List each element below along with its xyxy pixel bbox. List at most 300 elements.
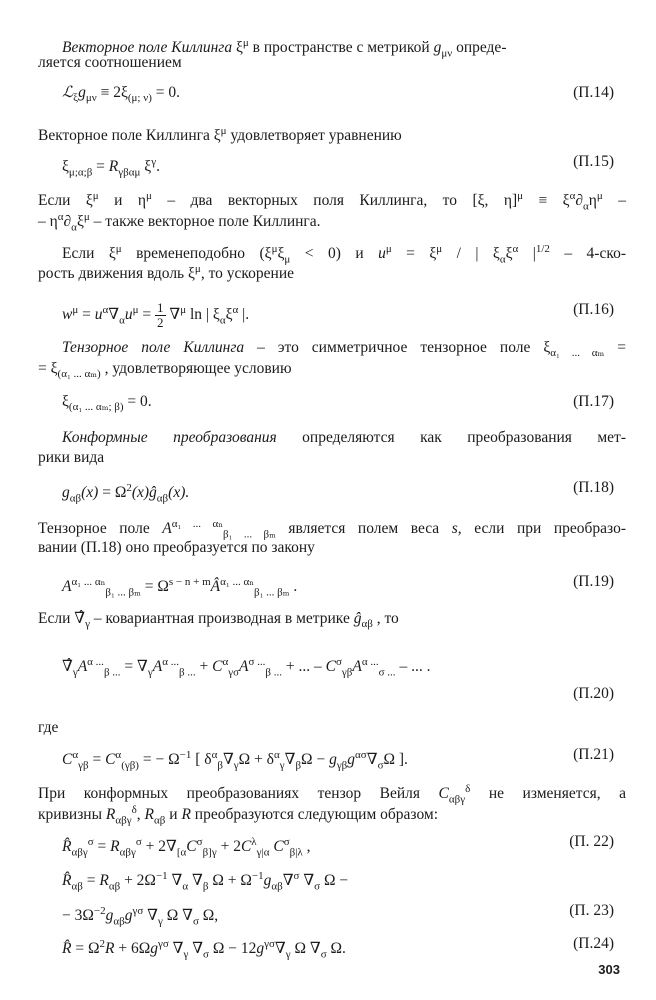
text-run: ∇: [299, 872, 315, 890]
text-run: ∇̂: [62, 658, 73, 676]
text-run: опреде-: [452, 39, 507, 57]
subscript: αβγ: [448, 793, 466, 806]
text-run: − 3Ω: [62, 907, 94, 925]
text-run: удовлетворяет уравнению: [226, 127, 402, 145]
superscript: α: [222, 656, 229, 668]
superscript: δ: [131, 804, 137, 816]
text-line-l4: [38, 121, 626, 146]
text-run: Ω − 12: [208, 940, 257, 958]
text-run: ∇: [366, 751, 378, 769]
text-line-l27: [62, 866, 348, 896]
subscript: ξ: [73, 92, 79, 105]
text-run: C: [438, 785, 449, 803]
text-run: является полем веса: [275, 520, 452, 538]
subscript: β]γ: [202, 846, 217, 859]
text-line-l7: [38, 207, 626, 237]
subscript: αβγ: [115, 814, 132, 827]
text-run: ∇: [284, 751, 296, 769]
text-run: ∇: [188, 940, 204, 958]
text-run: ≡ ξ: [523, 192, 570, 210]
text-run: g: [62, 484, 70, 502]
text-run: A: [352, 658, 362, 676]
subscript: β ...: [178, 666, 196, 679]
text-run: ∇: [222, 751, 234, 769]
text-run: временеподобно (ξ: [121, 245, 272, 263]
text-run: u: [378, 245, 386, 263]
text-line-l18: [38, 538, 626, 558]
text-run: R: [181, 806, 191, 824]
text-run: A: [77, 658, 88, 676]
text-run: g: [347, 751, 356, 769]
text-run: R: [99, 872, 109, 890]
text-line-l20: [38, 609, 626, 634]
equation-number-n18: (П.18): [573, 479, 614, 496]
text-run: , то ускорение: [200, 265, 294, 283]
text-run: .: [156, 158, 160, 176]
text-run: – это симметричное тензорное поле ξ: [244, 339, 551, 356]
text-run: – два векторных поля Киллинга, то [ξ, η]: [151, 192, 518, 210]
equation-number-n17: (П.17): [573, 393, 614, 410]
superscript: μ: [596, 190, 603, 202]
subscript: σ: [320, 948, 327, 961]
text-run: ξ: [62, 158, 69, 176]
superscript: α: [72, 749, 79, 761]
superscript: α₁ ... αₙ: [220, 576, 254, 588]
text-run: , если при преобразо-: [457, 520, 626, 538]
text-run: + 2: [216, 838, 241, 856]
superscript: λ: [251, 836, 257, 848]
subscript: σ: [377, 759, 384, 772]
superscript: α: [211, 749, 218, 761]
text-line-l21: [62, 652, 430, 682]
subscript: β₁ ... βₘ: [105, 586, 141, 599]
superscript: −1: [155, 870, 168, 882]
text-run: ∇: [108, 306, 120, 324]
text-run: ξ: [140, 158, 152, 176]
subscript: (μ; ν): [127, 92, 152, 105]
subscript: β: [202, 880, 209, 893]
text-run: =: [93, 838, 111, 856]
text-run: Конформные преобразования: [62, 429, 277, 446]
text-line-l13: [62, 392, 152, 417]
equation-number-n24: (П.24): [573, 935, 614, 952]
text-run: ln | ξ: [186, 306, 220, 324]
superscript: α: [57, 211, 64, 223]
text-run: C: [273, 838, 284, 856]
superscript: α ...: [361, 656, 379, 668]
text-run: = ξ: [391, 245, 437, 263]
equation-number-n22: (П. 22): [569, 833, 614, 850]
text-run: =: [88, 751, 106, 769]
text-run: ξ: [62, 393, 69, 410]
text-run: – также векторное поле Киллинга.: [89, 213, 321, 231]
text-line-l19: [62, 572, 297, 602]
text-run: в пространстве с метрикой: [248, 39, 434, 57]
text-run: , удовлетворяющее условию: [100, 360, 292, 377]
superscript: σ: [87, 836, 94, 848]
text-run: преобразуются следующим образом:: [190, 806, 439, 824]
text-run: =: [78, 306, 95, 324]
text-run: + 2Ω: [120, 872, 156, 890]
text-run: +: [195, 658, 213, 676]
text-run: =: [92, 158, 109, 176]
text-run: вании (П.18) оно преобразуется по закону: [38, 539, 315, 556]
text-run: C: [240, 838, 252, 856]
fraction: [155, 301, 166, 330]
subscript: γσ: [228, 666, 239, 679]
subscript: β ...: [103, 666, 121, 679]
text-run: R: [105, 806, 116, 824]
text-line-l9: [38, 259, 626, 284]
subscript: αβ: [271, 880, 283, 893]
text-run: ξ: [225, 306, 233, 324]
text-run: ∇: [167, 872, 183, 890]
text-line-l2: [38, 53, 626, 73]
text-run: |.: [238, 306, 250, 324]
subscript: α₁ ... αₘ: [550, 347, 605, 360]
superscript: μ: [92, 190, 99, 202]
text-run: – η: [38, 213, 58, 231]
text-run: Тензорное поле: [38, 520, 163, 538]
text-run: ξ: [505, 245, 513, 263]
text-run: + 6Ω: [114, 940, 151, 958]
superscript: μ: [436, 243, 443, 255]
equation-number-n20: (П.20): [573, 685, 614, 702]
text-run: определяются как преобразования мет-: [276, 429, 626, 446]
subscript: [α: [176, 846, 187, 859]
superscript: ασ: [355, 749, 367, 761]
superscript: α₁ ... αₙ: [171, 518, 223, 530]
text-run: (x): [131, 484, 150, 502]
text-run: ĝ: [353, 610, 362, 627]
superscript: γσ: [264, 938, 275, 950]
subscript: γ|α: [256, 846, 270, 859]
superscript: s − n + m: [168, 576, 211, 588]
subscript: γ: [85, 618, 90, 631]
text-run: Ω −: [320, 872, 349, 890]
text-run: ℒ: [62, 84, 74, 101]
superscript: σ: [135, 836, 142, 848]
superscript: μ: [242, 37, 249, 49]
text-run: ∇: [168, 940, 184, 958]
text-run: Векторное поле Киллинга: [62, 39, 233, 57]
text-run: кривизны: [38, 806, 106, 824]
superscript: α: [102, 304, 109, 316]
subscript: σ: [192, 915, 199, 928]
text-run: Ω + Ω: [208, 872, 252, 890]
text-run: не изменяется, а: [470, 785, 626, 803]
text-run: g: [263, 872, 272, 890]
subscript: γ: [157, 915, 163, 928]
text-run: g: [105, 907, 114, 925]
text-run: g: [329, 751, 337, 769]
subscript: γβαμ: [118, 166, 141, 179]
superscript: γσ: [132, 905, 144, 917]
text-run: , то: [372, 610, 399, 627]
text-run: ∂: [63, 213, 72, 231]
text-run: ,: [302, 838, 311, 856]
text-run: – ... .: [395, 658, 431, 676]
text-run: g: [150, 940, 158, 958]
text-run: где: [38, 719, 59, 736]
text-run: = ξ: [38, 360, 58, 377]
text-line-l3: [62, 83, 180, 108]
text-run: C: [325, 658, 336, 676]
subscript: αβ: [154, 814, 166, 827]
superscript: μ: [220, 125, 227, 137]
subscript: αβ: [108, 880, 121, 893]
text-run: R: [144, 806, 155, 824]
superscript: μ: [132, 304, 139, 316]
text-run: ∇: [143, 907, 158, 925]
text-run: R: [104, 940, 115, 958]
text-line-l26: [62, 832, 311, 862]
text-line-l12: [38, 359, 626, 384]
superscript: μ: [194, 263, 201, 275]
text-run: =: [82, 872, 100, 890]
text-run: ĝ: [149, 484, 157, 502]
subscript: β ...: [265, 666, 283, 679]
fraction-numerator: 1: [157, 300, 164, 316]
superscript: −1: [251, 870, 264, 882]
equation-number-n21: (П.21): [573, 746, 614, 763]
text-run: R̂: [62, 872, 72, 890]
subscript: σ: [314, 880, 321, 893]
text-run: ляется соотношением: [38, 54, 182, 71]
superscript: σ: [293, 870, 300, 882]
text-run: ξ: [76, 213, 84, 231]
text-run: Ω + δ: [238, 751, 274, 769]
superscript: α ...: [162, 656, 179, 668]
equation-number-n14: (П.14): [573, 84, 614, 101]
superscript: μ: [83, 211, 90, 223]
superscript: γ: [151, 156, 157, 168]
superscript: μ: [145, 190, 152, 202]
superscript: 2: [99, 938, 105, 950]
text-line-l5: [62, 152, 160, 182]
text-run: Ω −: [301, 751, 330, 769]
text-run: ∇: [188, 872, 203, 890]
superscript: σ: [283, 836, 290, 848]
text-run: Если ξ: [62, 245, 116, 263]
superscript: σ: [196, 836, 203, 848]
text-run: Ω.: [326, 940, 346, 958]
text-run: Ω,: [198, 907, 219, 925]
text-run: Ω ∇: [290, 940, 321, 958]
equation-number-n23: (П. 23): [569, 902, 614, 919]
text-run: R̂: [62, 838, 72, 856]
superscript: γσ: [157, 938, 169, 950]
subscript: α: [583, 200, 589, 213]
text-run: = Ω: [140, 578, 169, 596]
text-run: ξ: [277, 245, 285, 263]
text-run: (x).: [168, 484, 190, 502]
superscript: μ: [72, 304, 79, 316]
subscript: β: [217, 759, 223, 772]
text-run: |: [518, 245, 536, 263]
subscript: α: [71, 221, 77, 234]
text-run: C: [105, 751, 116, 769]
text-run: C: [186, 838, 197, 856]
superscript: α: [512, 243, 519, 255]
text-run: ξ: [232, 39, 243, 57]
text-run: Ω ∇: [162, 907, 193, 925]
subscript: γβ: [341, 666, 353, 679]
text-run: рики вида: [38, 449, 105, 466]
subscript: α: [219, 314, 226, 327]
equation-number-n19: (П.19): [573, 573, 614, 590]
subscript: γ: [147, 666, 153, 679]
text-run: ∂: [575, 192, 584, 210]
equation-number-n16: (П.16): [573, 301, 614, 318]
text-run: A: [162, 520, 172, 538]
subscript: γ: [279, 759, 285, 772]
superscript: α: [273, 749, 280, 761]
superscript: −2: [93, 905, 106, 917]
text-line-l22: [38, 718, 626, 738]
text-run: R̂: [62, 940, 72, 958]
text-run: A: [239, 658, 249, 676]
superscript: α: [232, 304, 239, 316]
equation-number-n15: (П.15): [573, 153, 614, 170]
subscript: (γβ): [121, 759, 139, 772]
text-line-l25: [38, 800, 626, 830]
text-run: При конформных преобразованиях тензор Вейля: [38, 785, 439, 803]
text-run: C: [212, 658, 223, 676]
subscript: αβγ: [71, 846, 88, 859]
fraction-denominator: 2: [157, 315, 164, 331]
text-run: ∇: [282, 872, 294, 890]
superscript: 2: [126, 482, 132, 494]
text-run: R: [108, 158, 119, 176]
text-run: Â: [210, 578, 221, 596]
text-line-l29: [62, 934, 346, 964]
text-run: = ∇: [120, 658, 148, 676]
text-run: рость движения вдоль ξ: [38, 265, 195, 283]
subscript: (α₁ ... αₘ): [57, 368, 101, 381]
text-run: ∇: [165, 306, 181, 324]
text-line-l28: [62, 901, 218, 931]
subscript: μν: [441, 47, 453, 60]
text-run: g: [78, 84, 86, 101]
superscript: μ: [271, 243, 278, 255]
subscript: αβγ: [119, 846, 136, 859]
text-run: Векторное поле Киллинга ξ: [38, 127, 221, 145]
subscript: γ: [285, 948, 291, 961]
subscript: γβ: [78, 759, 89, 772]
superscript: α₁ ... αₙ: [71, 576, 106, 588]
text-run: ∇: [274, 940, 286, 958]
subscript: β₁ ... βₘ: [222, 528, 276, 541]
text-run: Если ξ: [38, 192, 93, 210]
text-run: + 2∇: [141, 838, 177, 856]
superscript: σ ...: [248, 656, 266, 668]
subscript: β: [295, 759, 302, 772]
text-run: A: [62, 578, 72, 596]
text-run: –: [602, 192, 627, 210]
subscript: β₁ ... βₘ: [253, 586, 290, 599]
subscript: β|λ: [289, 846, 303, 859]
superscript: α: [115, 749, 122, 761]
text-run: (x): [81, 484, 99, 502]
text-run: g: [256, 940, 265, 958]
subscript: σ: [203, 948, 209, 961]
superscript: 1/2: [535, 243, 550, 255]
subscript: γ: [183, 948, 189, 961]
subscript: αβ: [69, 492, 82, 505]
text-run: =: [604, 339, 627, 356]
text-run: C: [62, 751, 73, 769]
subscript: αβ: [71, 880, 83, 893]
text-line-l10: [62, 300, 249, 330]
superscript: σ: [335, 656, 342, 668]
subscript: γ: [72, 666, 78, 679]
text-run: = Ω: [98, 484, 127, 502]
superscript: δ: [465, 783, 471, 795]
text-run: = 0.: [151, 84, 180, 101]
subscript: α: [499, 253, 506, 266]
text-run: – ковариантная производная в метрике: [89, 610, 354, 627]
text-run: w: [62, 306, 73, 324]
subscript: γβ: [336, 759, 348, 772]
page-number: 303: [598, 962, 620, 977]
subscript: αβ: [156, 492, 169, 505]
text-run: и: [165, 806, 182, 824]
text-run: = 0.: [123, 393, 152, 410]
text-run: R: [110, 838, 120, 856]
text-run: .: [289, 578, 298, 596]
text-run: η: [588, 192, 597, 210]
text-run: и η: [98, 192, 146, 210]
text-run: = Ω: [71, 940, 100, 958]
text-run: [ δ: [191, 751, 212, 769]
text-run: Тензорное поле Киллинга: [62, 339, 245, 356]
subscript: αβ: [113, 915, 125, 928]
text-run: A: [152, 658, 163, 676]
text-run: + ... –: [282, 658, 326, 676]
text-line-l16: [62, 478, 189, 508]
text-run: g: [124, 907, 133, 925]
superscript: α: [569, 190, 576, 202]
text-line-l15: [38, 448, 626, 468]
subscript: μ: [284, 253, 291, 266]
text-run: =: [138, 306, 156, 324]
text-line-l23: [62, 745, 408, 775]
text-run: ,: [136, 806, 145, 824]
text-line-l14: [62, 428, 626, 448]
text-run: / | ξ: [442, 245, 500, 263]
subscript: α: [182, 880, 189, 893]
text-run: u: [94, 306, 103, 324]
superscript: μ: [115, 243, 122, 255]
text-run: Если ∇̂: [38, 610, 86, 627]
text-run: – 4-ско-: [549, 245, 626, 263]
text-run: Ω ].: [383, 751, 408, 769]
subscript: αβ: [361, 618, 373, 631]
subscript: γ: [233, 759, 239, 772]
superscript: μ: [180, 304, 187, 316]
subscript: μν: [85, 92, 97, 105]
superscript: μ: [385, 243, 392, 255]
superscript: α ...: [87, 656, 104, 668]
text-run: g: [433, 39, 442, 57]
text-run: s: [451, 520, 458, 538]
text-run: = − Ω: [138, 751, 180, 769]
subscript: (α₁ ... αₘ; β): [68, 401, 124, 414]
subscript: μ;α;β: [68, 166, 93, 179]
subscript: σ ...: [378, 666, 396, 679]
text-run: u: [124, 306, 133, 324]
